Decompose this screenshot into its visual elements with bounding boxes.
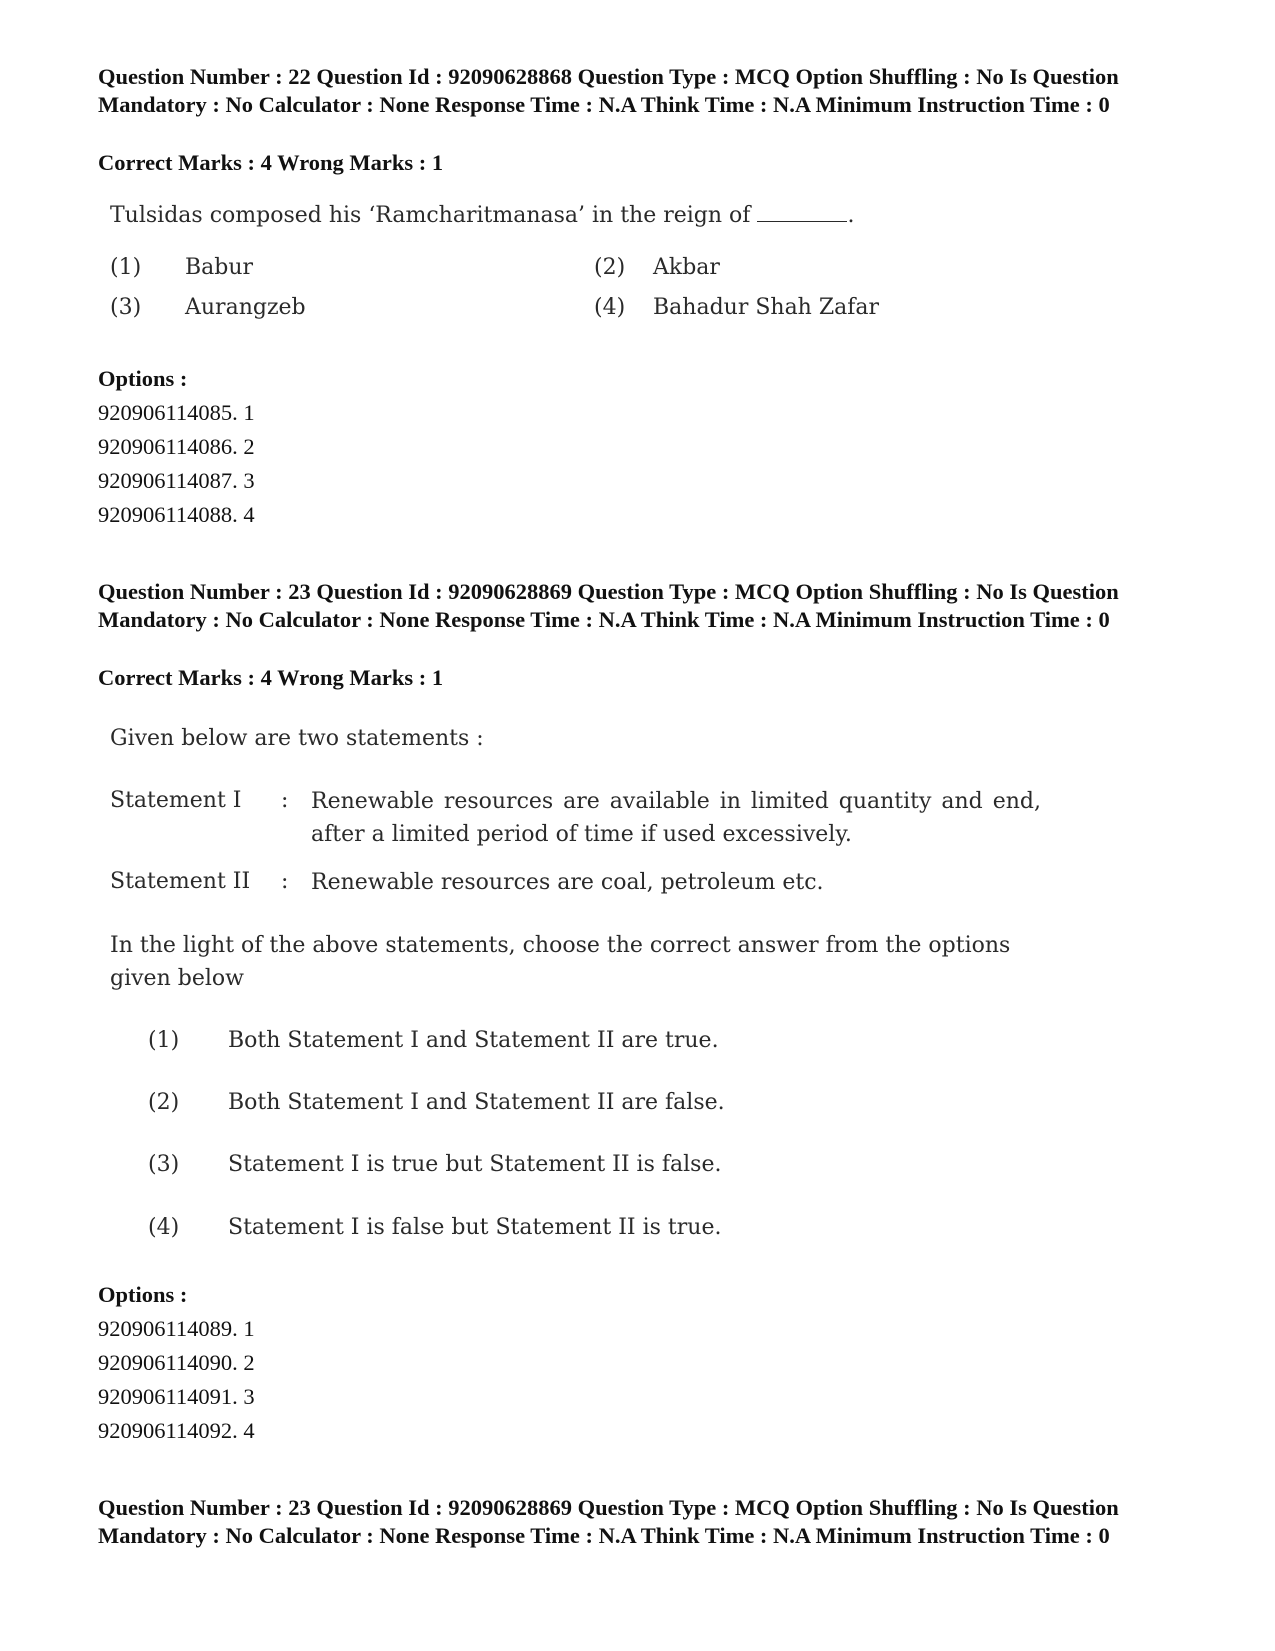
q22-option-id-4: 920906114088. 4 [98,502,255,527]
q23-repeat-metadata: Question Number : 23 Question Id : 92090628869 Question Type : MCQ Option Shuffling : No Is Question Mandatory : No Calculator : None Response Time : N.A Think Time : N.A Minimum Instruction Time : 0 [98,1495,1119,1548]
q22-question-after-blank: . [847,203,855,228]
q22-metadata: Question Number : 22 Question Id : 92090628868 Question Type : MCQ Option Shuffling : No Is Question Mandatory : No Calculator : None Response Time : N.A Think Time : N.A Minimum Instruction Time : 0 [98,64,1119,117]
q23-statement-2-text: Renewable resources are coal, petroleum etc. [311,870,824,895]
q22-choice-2-text: Akbar [653,255,720,280]
q22-answer-blank [757,203,847,222]
q23-option-id-2: 920906114090. 2 [98,1350,255,1375]
q23-statement-2-label: Statement II [110,869,251,894]
q23-statement-1-label: Statement I [110,788,242,813]
q22-options-title: Options : [98,366,188,391]
q22-choice-1-text: Babur [185,255,254,280]
q22-choice-4-label: (4) [594,295,626,320]
q22-choice-4-text: Bahadur Shah Zafar [653,295,880,320]
q22-choice-3-label: (3) [110,295,142,320]
q23-instruction: In the light of the above statements, choose the correct answer from the options given below [110,933,1011,991]
q23-statement-1-colon: : [281,788,289,813]
q22-choice-1-label: (1) [110,255,142,280]
q22-choice-2-label: (2) [594,255,626,280]
q23-choice-2-text: Both Statement I and Statement II are false. [228,1090,725,1115]
q22-choice-3-text: Aurangzeb [185,295,306,320]
q23-choice-4-label: (4) [148,1215,180,1240]
q22-option-id-1: 920906114085. 1 [98,400,255,425]
q23-statement-1-text: Renewable resources are available in limited quantity and end, after a limited period of time if used excessively. [311,789,1041,847]
q23-choice-2-label: (2) [148,1090,180,1115]
q22-question-before-blank: Tulsidas composed his ‘Ramcharitmanasa’ in the reign of [110,203,758,228]
q23-choice-3-label: (3) [148,1152,180,1177]
q23-options-title: Options : [98,1282,188,1307]
q23-statement-2-colon: : [281,869,289,894]
q23-choice-1-text: Both Statement I and Statement II are true. [228,1028,719,1053]
q22-option-id-2: 920906114086. 2 [98,434,255,459]
q23-option-id-1: 920906114089. 1 [98,1316,255,1341]
q23-choice-1-label: (1) [148,1028,180,1053]
q22-question-text [110,203,854,228]
q22-marks: Correct Marks : 4 Wrong Marks : 1 [98,150,444,175]
q23-intro: Given below are two statements : [110,726,484,751]
q23-choice-4-text: Statement I is false but Statement II is true. [228,1215,722,1240]
q23-option-id-3: 920906114091. 3 [98,1384,255,1409]
q23-choice-3-text: Statement I is true but Statement II is false. [228,1152,722,1177]
q22-option-id-3: 920906114087. 3 [98,468,255,493]
q23-option-id-4: 920906114092. 4 [98,1418,255,1443]
q23-marks: Correct Marks : 4 Wrong Marks : 1 [98,665,444,690]
q23-metadata: Question Number : 23 Question Id : 92090628869 Question Type : MCQ Option Shuffling : No Is Question Mandatory : No Calculator : None Response Time : N.A Think Time : N.A Minimum Instruction Time : 0 [98,579,1119,632]
